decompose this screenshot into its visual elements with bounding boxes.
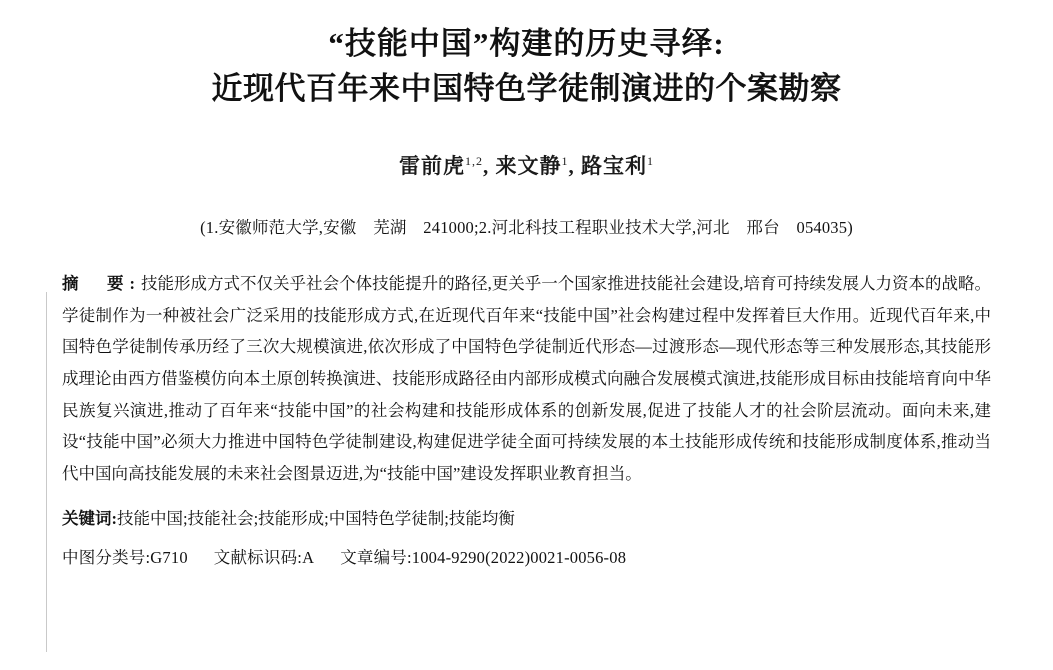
page-title-line-1: “技能中国”构建的历史寻绎: — [328, 26, 725, 61]
keywords-block — [62, 504, 991, 534]
keywords-text: 技能中国;技能社会;技能形成;中国特色学徒制;技能均衡 — [117, 508, 515, 528]
author-separator-2: , — [568, 153, 575, 178]
author-affil-marker-2: 1 — [561, 153, 569, 168]
author-name-2: 来文静 — [495, 153, 562, 178]
article-id-value: 1004-9290(2022)0021-0056-08 — [411, 548, 627, 568]
author-separator-1: , — [483, 153, 490, 178]
document-code-value: A — [302, 548, 315, 568]
page-title-line-2: 近现代百年来中国特色学徒制演进的个案勘察 — [211, 70, 842, 106]
abstract-label: 摘 要: — [62, 273, 142, 293]
clc-segment — [62, 548, 188, 567]
keywords-label: 关键词: — [62, 508, 117, 528]
affiliation-text: (1.安徽师范大学,安徽 芜湖 241000;2.河北科技工程职业技术大学,河北 邢台 054035) — [200, 217, 853, 237]
clc-value: G710 — [150, 548, 188, 568]
author-list — [62, 150, 991, 180]
left-margin-rule — [46, 292, 47, 652]
abstract-text: 技能形成方式不仅关乎社会个体技能提升的路径,更关乎一个国家推进技能社会建设,培育可持续发展人力资本的战略。学徒制作为一种被社会广泛采用的技能形成方式,在近现代百年来“技能中国”社会构建过程中发挥着巨大作用。近现代百年来,中国特色学徒制传承历经了三次大规模演进,依次形成了中国特色学徒制近代形态—过渡形态—现代形态等三种发展形态,其技能形成理论由西方借鉴模仿向本土原创转换演进、技能形成路径由内部形成模式向融合发展模式演进,技能形成目标由技能培育向中华民族复兴演进,推动了百年来“技能中国”的社会构建和技能形成体系的创新发展,促进了技能人才的社会阶层流动。面向未来,建设“技能中国”必须大力推进中国特色学徒制建设,构建促进学徒全面可持续发展的本土技能形成传统和技能形成制度体系,推动当代中国向高技能发展的未来社会图景迈进,为“技能中国”建设发挥职业教育担当。 — [62, 273, 992, 483]
clc-label: 中图分类号: — [62, 548, 151, 568]
author-affil-marker-1: 1,2 — [465, 153, 483, 168]
abstract-block — [62, 268, 991, 490]
document-code-label: 文献标识码: — [213, 548, 303, 568]
author-affil-marker-3: 1 — [647, 153, 654, 168]
title-block — [62, 22, 991, 112]
author-name-3: 路宝利 — [581, 153, 647, 178]
publication-meta — [62, 543, 991, 573]
article-id-label: 文章编号: — [340, 548, 412, 568]
author-name-1: 雷前虎 — [399, 153, 465, 178]
article-id-segment — [340, 548, 626, 567]
document-code-segment — [214, 548, 314, 567]
